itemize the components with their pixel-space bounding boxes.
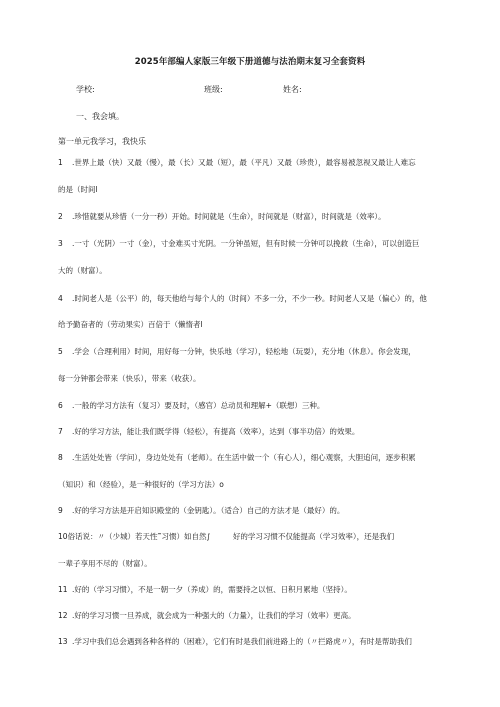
- question-text: （知识）和（经验），是一种很好的（学习方法）o: [58, 480, 224, 489]
- unit-heading: 第一单元我学习，我快乐: [58, 137, 146, 146]
- question-text: 俗话说：〃（少城）若天性‴习惯）如自然∫ 好的学习习惯不仅能提高（学习效率），还是我们: [67, 532, 395, 541]
- question-text: .一般的学习方法有（复习）要及时，（感官）总动员和理解+（联想）三种。: [72, 401, 325, 410]
- question-line: [58, 480, 478, 490]
- question-number: 6: [58, 401, 63, 410]
- question-line: [58, 453, 478, 463]
- question-number: 11: [58, 585, 68, 594]
- question-number: 5: [58, 347, 63, 356]
- question-text: .学会（合理利用）时间，用好每一分钟，快乐地（学习），轻松地（玩耍），充分地（休息）。你会发现，: [72, 347, 416, 356]
- question-number: 9: [58, 506, 63, 515]
- question-line: [58, 374, 478, 384]
- question-number: 3: [58, 239, 63, 248]
- question-text: .珍惜就要从珍惜（一分一秒）开始。时间就是（生命），时间就是（财富），时间就是（效率）。: [72, 212, 386, 221]
- document-title: 2025年部编人家版三年级下册道德与法治期末复习全套资料: [134, 57, 366, 67]
- question-line: [58, 532, 478, 542]
- question-text: 大的（财富）。: [58, 266, 107, 275]
- question-line: [58, 506, 478, 516]
- question-line: [58, 427, 478, 437]
- section-heading: 一、我会填。: [76, 112, 124, 121]
- question-number: 10: [58, 532, 68, 541]
- question-text: .好的学习方法是开启知识殿堂的（金钥匙）。（适合）自己的方法才是（最好）的。: [72, 506, 345, 515]
- question-text: .好的（学习习惯），不是一朝一夕（养成）的，需要持之以恒、日积月累地（坚持）。: [72, 585, 352, 594]
- question-text: 给予勤奋者的（劳动果实）百倍于（懒惰者l: [58, 320, 203, 329]
- question-line: [58, 347, 478, 357]
- question-text: 每一分钟都会带来（快乐），带来（收获）。: [58, 374, 201, 383]
- question-line: [58, 320, 478, 330]
- question-number: 13: [58, 637, 68, 646]
- question-text: .好的学习方法，能让我们既学得（轻松），有提高（效率），达到（事半功倍）的效果。: [72, 427, 360, 436]
- question-text: .生活处处皆（学问），身边处处有（老师）。在生活中做一个（有心人），细心观察，大胆追问，逐步积累: [72, 453, 416, 462]
- question-number: 2: [58, 212, 63, 221]
- question-line: [58, 637, 478, 647]
- question-line: [58, 239, 478, 249]
- question-number: 12: [58, 611, 68, 620]
- question-line: [58, 401, 478, 411]
- question-text: .一寸（光阴）一寸（金），寸金难买寸光阴。一分钟虽短，但有时候一分钟可以挽救（生命），可以创造巨: [72, 239, 420, 248]
- question-line: [58, 158, 478, 168]
- question-text: .好的学习习惯一旦养成，就会成为一种强大的（力量），让我们的学习（效率）更高。: [72, 611, 356, 620]
- question-text: .学习中我们总会遇到各种各样的（困难），它们有时是我们前进路上的（〃拦路虎〃），有时是帮助我们: [72, 637, 412, 646]
- question-text: .世界上最（快）又最（慢），最（长）又最（短），最（平凡）又最（珍贵），最容易被忽视又最让人难忘: [72, 158, 416, 167]
- question-line: [58, 185, 478, 195]
- name-label: 姓名:: [283, 85, 302, 94]
- question-text: 一辈子享用不尽的（财富）。: [58, 559, 152, 568]
- question-line: [58, 611, 478, 621]
- question-number: 4: [58, 294, 63, 303]
- question-text: .时间老人是（公平）的，每天他给与每个人的（时间）不多一分，不少一秒。时间老人又是（偏心）的，他: [72, 294, 427, 303]
- question-line: [58, 212, 478, 222]
- question-line: [58, 294, 478, 304]
- question-line: [58, 266, 478, 276]
- question-text: 的是（时间l: [58, 185, 98, 194]
- question-number: 7: [58, 427, 63, 436]
- class-label: 班级:: [204, 85, 223, 94]
- school-label: 学校:: [76, 85, 95, 94]
- question-number: 8: [58, 453, 63, 462]
- question-line: [58, 559, 478, 569]
- question-line: [58, 585, 478, 595]
- question-number: 1: [58, 158, 63, 167]
